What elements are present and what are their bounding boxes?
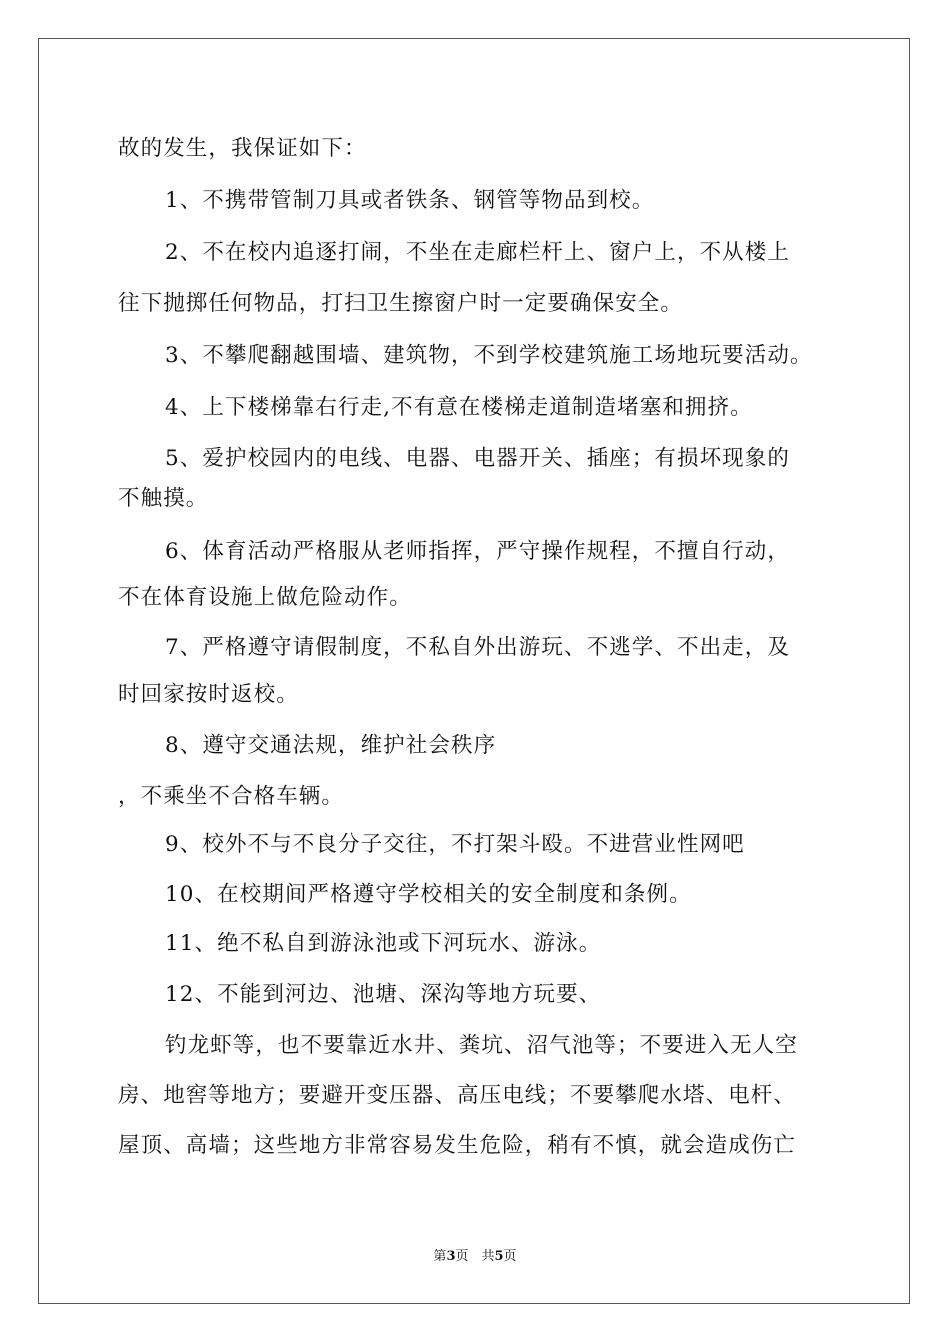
text-line-7: 5、爱护校园内的电线、电器、电器开关、插座；有损坏现象的 bbox=[165, 446, 790, 471]
text-line-13: 8、遵守交通法规，维护社会秩序 bbox=[165, 733, 497, 758]
text-line-4: 往下抛掷任何物品，打扫卫生擦窗户时一定要确保安全。 bbox=[118, 291, 684, 316]
text-line-11: 7、严格遵守请假制度，不私自外出游玩、不逃学、不出走，及 bbox=[165, 635, 790, 660]
text-line-1: 故的发生，我保证如下： bbox=[118, 136, 367, 161]
page-frame bbox=[38, 38, 910, 1304]
text-line-18: 12、不能到河边、池塘、深沟等地方玩要、 bbox=[165, 982, 602, 1007]
footer-current-page: 3 bbox=[446, 1249, 456, 1264]
text-line-17: 11、绝不私自到游泳池或下河玩水、游泳。 bbox=[165, 931, 602, 956]
footer-suffix: 页 bbox=[503, 1249, 517, 1264]
footer-prefix: 第 bbox=[433, 1249, 447, 1264]
text-line-9: 6、体育活动严格服从老师指挥，严守操作规程，不擅自行动， bbox=[165, 539, 790, 564]
text-line-20: 房、地窖等地方；要避开变压器、高压电线；不要攀爬水塔、电杆、 bbox=[118, 1083, 797, 1108]
text-line-12: 时回家按时返校。 bbox=[118, 682, 299, 707]
text-line-3: 2、不在校内追逐打闹，不坐在走廊栏杆上、窗户上，不从楼上 bbox=[165, 240, 790, 265]
text-line-21: 屋顶、高墙；这些地方非常容易发生危险，稍有不慎，就会造成伤亡 bbox=[118, 1133, 797, 1158]
text-line-19: 钓龙虾等，也不要靠近水井、粪坑、沼气池等；不要进入无人空 bbox=[165, 1033, 798, 1058]
text-line-5: 3、不攀爬翻越围墙、建筑物，不到学校建筑施工场地玩要活动。 bbox=[165, 343, 813, 368]
page-footer bbox=[0, 1248, 950, 1266]
text-line-15: 9、校外不与不良分子交往，不打架斗殴。不进营业性网吧 bbox=[165, 832, 745, 857]
text-line-16: 10、在校期间严格遵守学校相关的安全制度和条例。 bbox=[165, 882, 692, 907]
text-line-8: 不触摸。 bbox=[118, 486, 209, 511]
footer-mid: 页 共 bbox=[455, 1249, 495, 1264]
text-line-6: 4、上下楼梯靠右行走,不有意在楼梯走道制造堵塞和拥挤。 bbox=[165, 395, 753, 420]
text-line-2: 1、不携带管制刀具或者铁条、钢管等物品到校。 bbox=[165, 188, 655, 213]
footer-total-pages: 5 bbox=[494, 1249, 504, 1264]
text-line-14: ，不乘坐不合格车辆。 bbox=[118, 784, 345, 809]
text-line-10: 不在体育设施上做危险动作。 bbox=[118, 585, 412, 610]
